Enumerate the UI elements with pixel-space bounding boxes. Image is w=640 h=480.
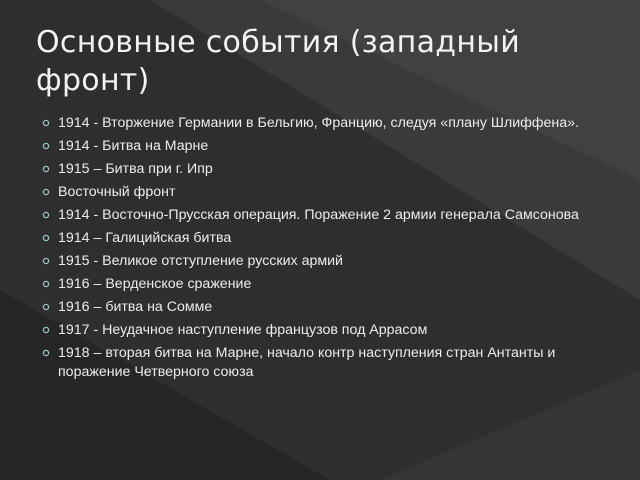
slide-title: Основные события (западный фронт) bbox=[36, 25, 521, 98]
bullet-marker-icon bbox=[42, 349, 50, 357]
bullet-text: Восточный фронт bbox=[58, 184, 176, 200]
bullet-item bbox=[42, 160, 602, 179]
bullet-item bbox=[42, 252, 602, 271]
bullet-marker-icon bbox=[42, 211, 50, 219]
bullet-item bbox=[42, 275, 602, 294]
bullet-list bbox=[42, 114, 602, 386]
bullet-item bbox=[42, 114, 602, 133]
bullet-item bbox=[42, 344, 602, 382]
bullet-marker-icon bbox=[42, 165, 50, 173]
bullet-text: 1914 - Вторжение Германии в Бельгию, Францию, следуя «плану Шлиффена». bbox=[58, 115, 579, 131]
bullet-text: 1916 – битва на Сомме bbox=[58, 299, 213, 315]
bullet-item bbox=[42, 229, 602, 248]
bullet-marker-icon bbox=[42, 257, 50, 265]
bullet-marker-icon bbox=[42, 280, 50, 288]
bullet-marker-icon bbox=[42, 188, 50, 196]
bullet-item bbox=[42, 183, 602, 202]
bullet-text: 1917 - Неудачное наступление французов под Аррасом bbox=[58, 322, 428, 338]
bullet-text: 1914 - Битва на Марне bbox=[58, 138, 209, 154]
bullet-marker-icon bbox=[42, 326, 50, 334]
bullet-text: 1914 - Восточно-Прусская операция. Поражение 2 армии генерала Самсонова bbox=[58, 207, 579, 223]
bullet-marker-icon bbox=[42, 142, 50, 150]
bullet-text: 1914 – Галицийская битва bbox=[58, 230, 232, 246]
bullet-text: 1916 – Верденское сражение bbox=[58, 276, 252, 292]
bullet-text: 1918 – вторая битва на Марне, начало контр наступления стран Антанты и поражение Четверного союза bbox=[58, 345, 556, 380]
bullet-text: 1915 – Битва при г. Ипр bbox=[58, 161, 213, 177]
bullet-marker-icon bbox=[42, 234, 50, 242]
bullet-item bbox=[42, 137, 602, 156]
bullet-item bbox=[42, 298, 602, 317]
bullet-marker-icon bbox=[42, 303, 50, 311]
bullet-marker-icon bbox=[42, 119, 50, 127]
bullet-item bbox=[42, 321, 602, 340]
bullet-text: 1915 - Великое отступление русских армий bbox=[58, 253, 343, 269]
bullet-item bbox=[42, 206, 602, 225]
